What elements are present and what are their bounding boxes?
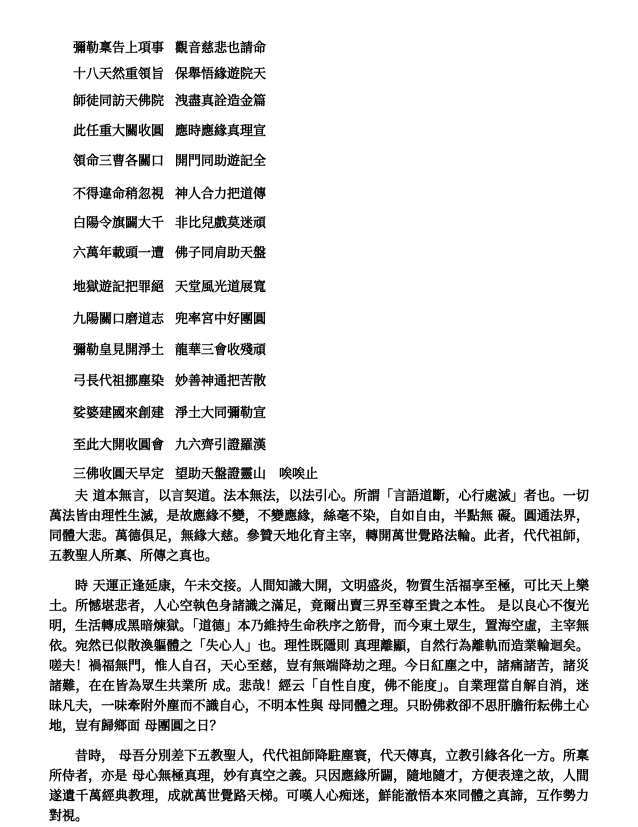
verse-second-half: 天堂風光道展寬 — [175, 280, 267, 295]
verse-first-half: 弓長代祖挪塵染 — [73, 374, 165, 389]
verse-line — [73, 278, 266, 298]
verse-line — [73, 214, 266, 234]
verse-first-half: 師徒同訪天佛院 — [73, 94, 165, 109]
verse-line — [73, 341, 266, 361]
verse-line — [73, 39, 266, 59]
verse-first-half: 地獄遊記把罪絕 — [73, 280, 165, 295]
verse-line — [73, 465, 318, 485]
verse-first-half: 九陽關口磨道志 — [73, 312, 165, 327]
verse-second-half: 觀音慈悲也請命 — [175, 41, 267, 56]
verse-second-half: 妙善神通把苦散 — [175, 374, 267, 389]
verse-first-half: 十八天然重領旨 — [73, 67, 165, 82]
verse-second-half: 兜率宮中好團圓 — [175, 312, 267, 327]
verse-second-half: 應時應緣真理宣 — [175, 124, 267, 139]
verse-first-half: 彌勒稟告上項事 — [73, 41, 165, 56]
verse-first-half: 彌勒皇見開淨土 — [73, 343, 165, 358]
verse-line — [73, 185, 266, 205]
prose-paragraph: 昔時， 母吾分別差下五教聖人，代代祖師降駐塵寰，代天傳真，立教引緣各化一方。所稟所侍者，亦是 母心無極真理，妙有真空之義。只因應緣所闢，隨地隨才，方便表達之故，人間遂遺千萬經典教理，成就萬世覺路天梯。可嘆人心痴迷，鮮能澈悟本來同體之真諦，互作勢力對視。 — [49, 749, 589, 824]
prose-paragraph: 夫 道本無言，以言契道。法本無法，以法引心。所謂「言語道斷，心行處滅」者也。一切萬法皆由理性生滅，是故應緣不變，不變應緣，絲毫不染，自如自由，半點無 礙。圓通法界，同體大悲。萬德俱足，無緣大慈。參贊天地化育主宰，轉開萬世覺路法輪。此者，代代祖師，五教聖人所稟、所傳之真也。 — [49, 489, 589, 564]
verse-second-half: 非比兒戲莫迷頑 — [175, 216, 267, 231]
verse-line — [73, 122, 266, 142]
verse-line — [73, 92, 266, 112]
verse-second-half: 開門同助遊記全 — [175, 154, 267, 169]
verse-line — [73, 372, 266, 392]
verse-line — [73, 244, 266, 264]
verse-first-half: 娑婆建國來創建 — [73, 406, 165, 421]
verse-second-half: 淨土大同彌勒宣 — [175, 406, 267, 421]
verse-line — [73, 436, 266, 456]
verse-first-half: 白陽令旗闢大千 — [73, 216, 165, 231]
verse-first-half: 不得違命稍忽視 — [73, 187, 165, 202]
verse-second-half: 神人合力把道傳 — [175, 187, 267, 202]
verse-line — [73, 152, 266, 172]
prose-paragraph: 時 天運正逢延康，午未交接。人間知識大開，文明盛炎，物質生活福享至極，可比天上樂土。所憾堪悲者，人心空執色身諸識之滿足，竟爾出賣三界至尊至貴之本性。 是以良心不復光明，生活轉成黑暗煉獄。「道德」本乃維持生命秩序之筋骨，而今東土眾生，置海空虛，主宰無依。宛然已似散渙軀體之「失心人」也。理性既隱則 真理離顯，自然行為離軌而造業輪迴矣。嗟夫！禍福無門，惟人自召，天心至慈，豈有無端降劫之理。今日紅塵之中，諸痛諸苦，諸災諸難，在在皆為眾生共業所 成。悲哉！經云「自性自度，佛不能度」。自業理當自解自消，迷昧凡夫，一味牽附外塵而不識自心，不明本性與 母同體之理。只盼佛救卻不思肝膽衎耘佛土心地，豈有歸鄉面 母團圓之日？ — [49, 579, 589, 734]
verse-line — [73, 65, 266, 85]
verse-second-half: 望助天盤證靈山 唉唉止 — [175, 467, 319, 482]
verse-line — [73, 404, 266, 424]
verse-second-half: 保舉悟緣遊院天 — [175, 67, 267, 82]
prose-section — [49, 487, 589, 827]
verse-second-half: 洩盡真詮造金篇 — [175, 94, 267, 109]
verse-line — [73, 310, 266, 330]
verse-first-half: 領命三曹各關口 — [73, 154, 165, 169]
verse-first-half: 六萬年載頭一遭 — [73, 246, 165, 261]
verse-second-half: 九六齊引證羅漢 — [175, 438, 267, 453]
verse-second-half: 佛子同肩助天盤 — [175, 246, 267, 261]
verse-first-half: 此任重大關收圓 — [73, 124, 165, 139]
verse-second-half: 龍華三會收殘頑 — [175, 343, 267, 358]
verse-first-half: 三佛收圓天早定 — [73, 467, 165, 482]
verse-first-half: 至此大開收圓會 — [73, 438, 165, 453]
